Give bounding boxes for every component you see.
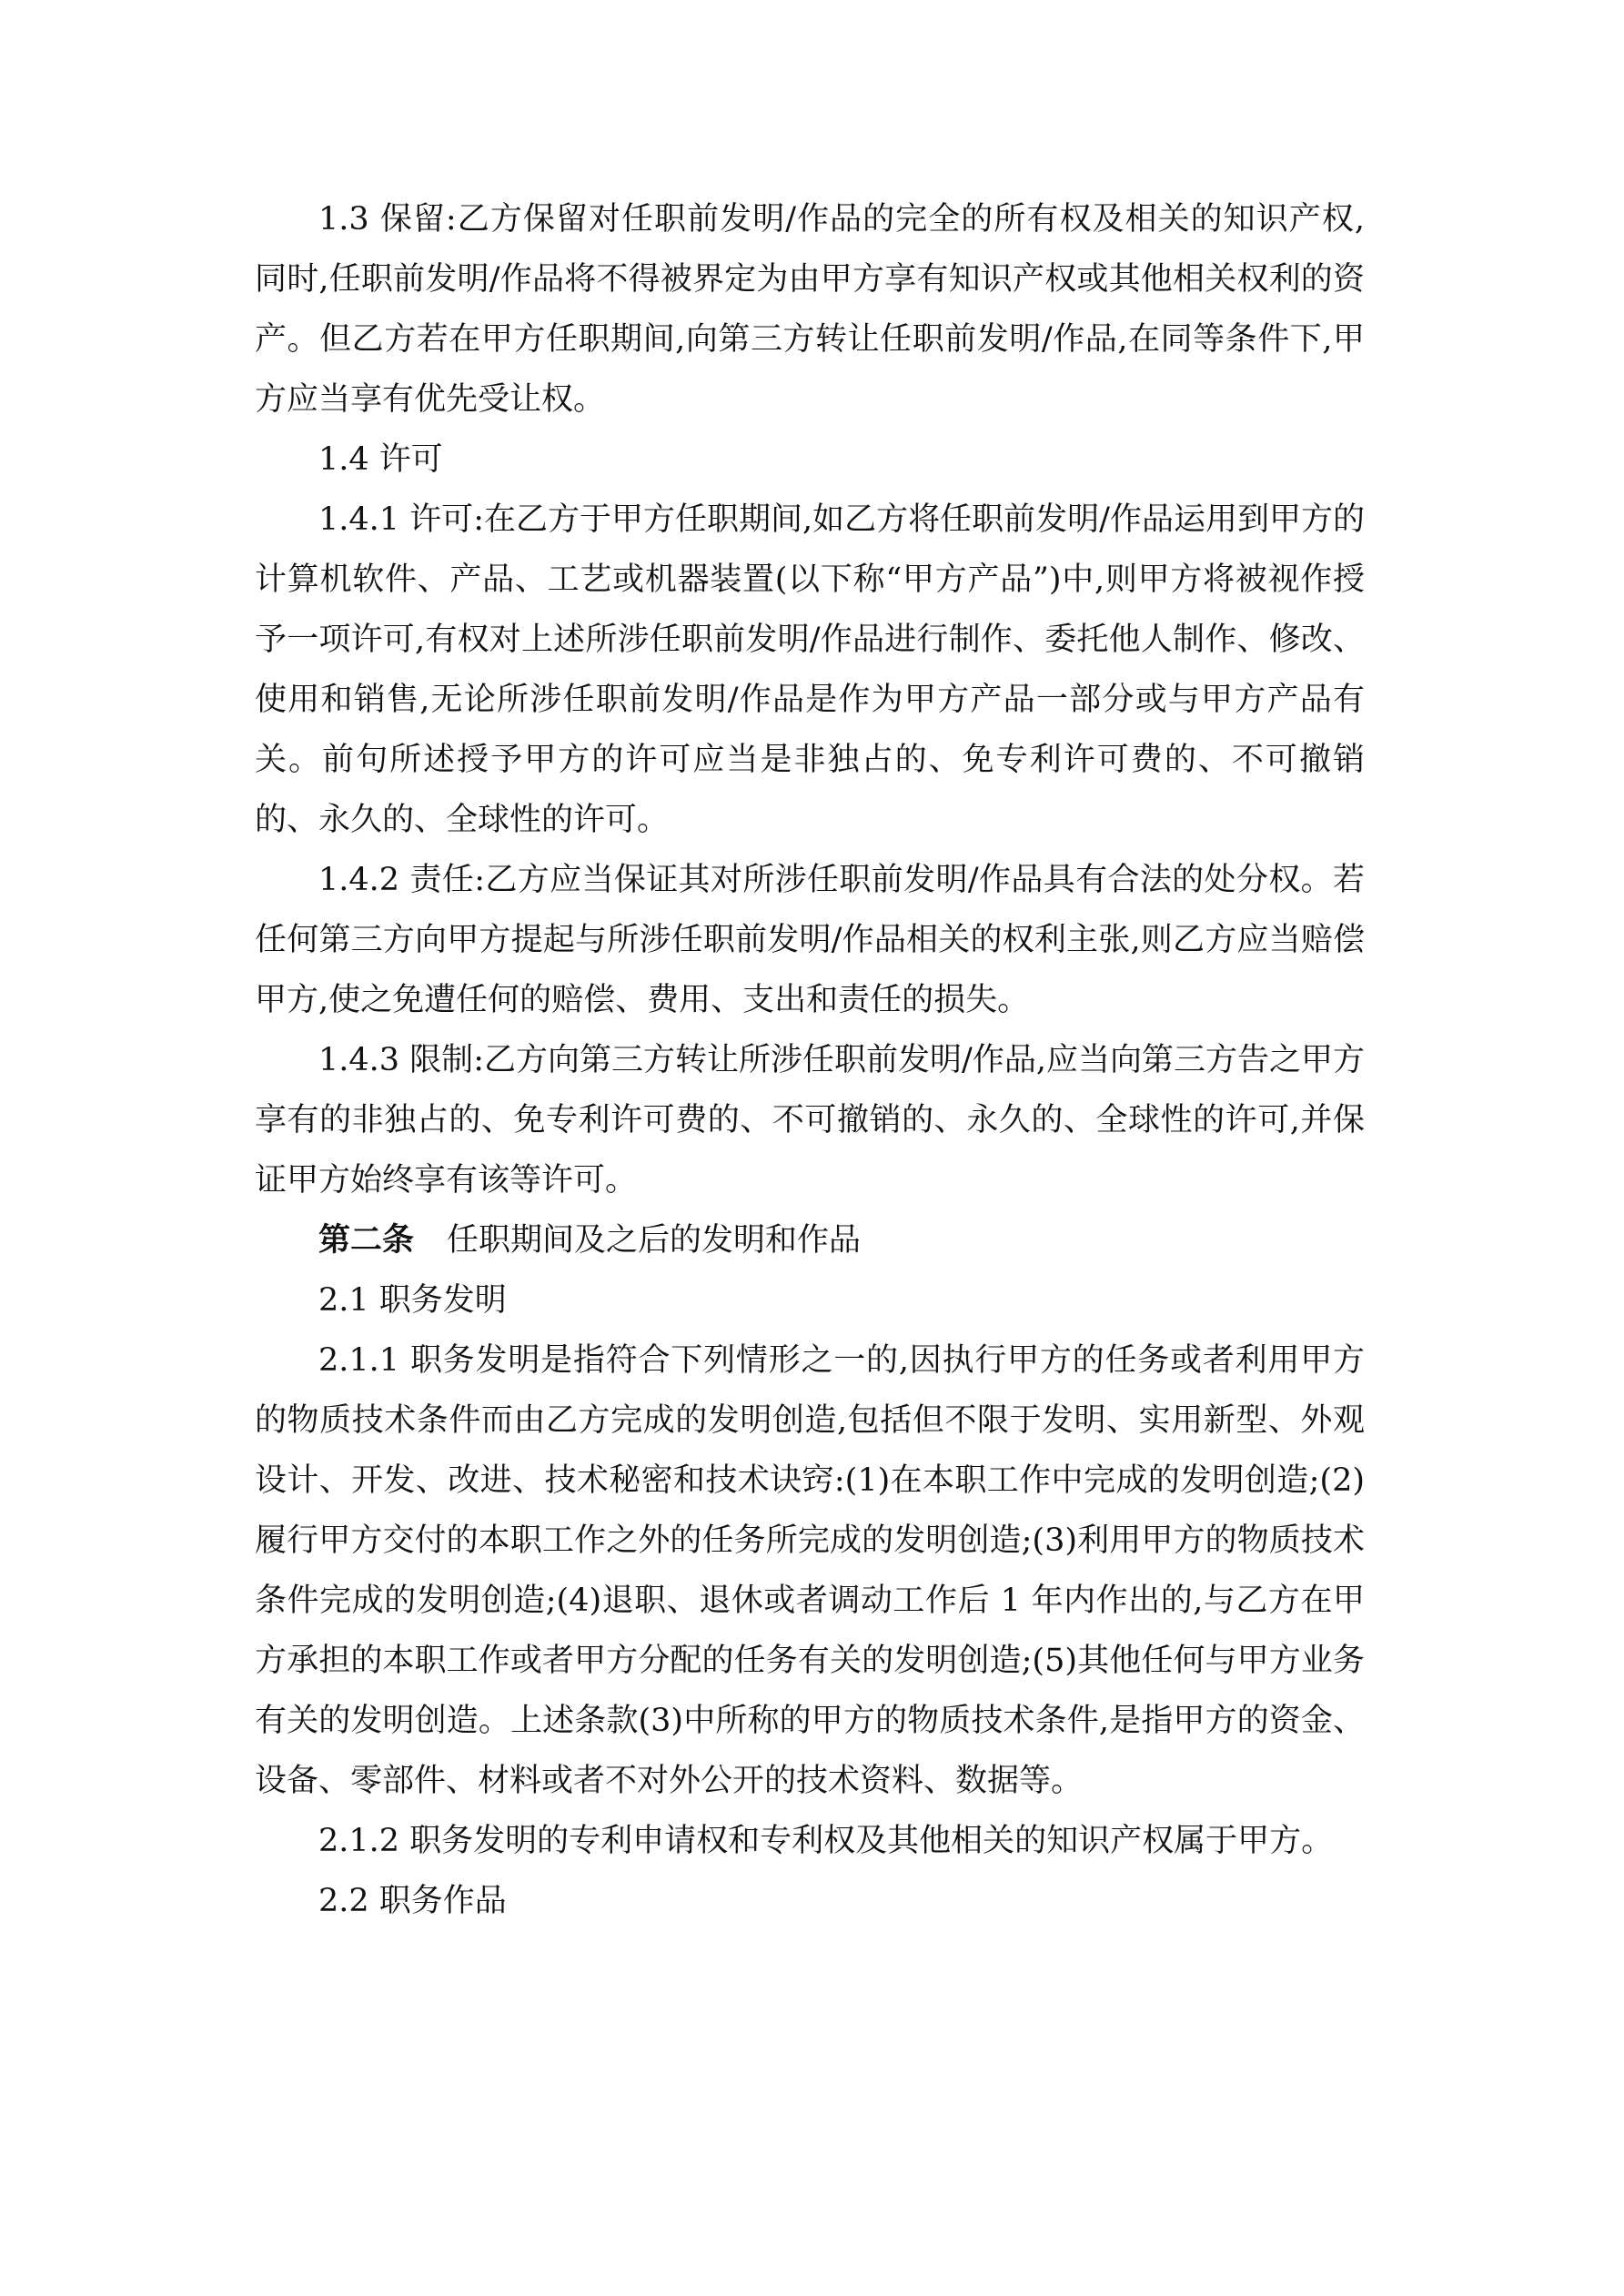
- article-two-number: 第二条: [318, 1222, 415, 1259]
- article-two-title: 任职期间及之后的发明和作品: [447, 1222, 862, 1259]
- clause-2-1-1: 2.1.1 职务发明是指符合下列情形之一的,因执行甲方的任务或者利用甲方的物质技术条件而由乙方完成的发明创造,包括但不限于发明、实用新型、外观设计、开发、改进、技术秘密和技术诀窍:(1)在本职工作中完成的发明创造;(2)履行甲方交付的本职工作之外的任务所完成的发明创造;(3)利用甲方的物质技术条件完成的发明创造;(4)退职、退休或者调动工作后 1 年内作出的,与乙方在甲方承担的本职工作或者甲方分配的任务有关的发明创造;(5)其他任何与甲方业务有关的发明创造。上述条款(3)中所称的甲方的物质技术条件,是指甲方的资金、设备、零部件、材料或者不对外公开的技术资料、数据等。: [255, 1342, 1365, 1799]
- article-two-heading: [255, 1210, 1365, 1270]
- clause-1-4-3: 1.4.3 限制:乙方向第三方转让所涉任职前发明/作品,应当向第三方告之甲方享有的非独占的、免专利许可费的、不可撤销的、永久的、全球性的许可,并保证甲方始终享有该等许可。: [255, 1042, 1365, 1199]
- clause-1-4-1: 1.4.1 许可:在乙方于甲方任职期间,如乙方将任职前发明/作品运用到甲方的计算机软件、产品、工艺或机器装置(以下称“甲方产品”)中,则甲方将被视作授予一项许可,有权对上述所涉任职前发明/作品进行制作、委托他人制作、修改、使用和销售,无论所涉任职前发明/作品是作为甲方产品一部分或与甲方产品有关。前句所述授予甲方的许可应当是非独占的、免专利许可费的、不可撤销的、永久的、全球性的许可。: [255, 501, 1365, 838]
- clause-2-1: 2.1 职务发明: [318, 1282, 507, 1319]
- clause-1-3: 1.3 保留:乙方保留对任职前发明/作品的完全的所有权及相关的知识产权,同时,任职前发明/作品将不得被界定为由甲方享有知识产权或其他相关权利的资产。但乙方若在甲方任职期间,向第三方转让任职前发明/作品,在同等条件下,甲方应当享有优先受让权。: [255, 201, 1365, 418]
- clause-2-2: 2.2 职务作品: [318, 1883, 507, 1919]
- clause-1-4: 1.4 许可: [318, 441, 443, 478]
- clause-1-4-2: 1.4.2 责任:乙方应当保证其对所涉任职前发明/作品具有合法的处分权。若任何第三方向甲方提起与所涉任职前发明/作品相关的权利主张,则乙方应当赔偿甲方,使之免遭任何的赔偿、费用、支出和责任的损失。: [255, 862, 1365, 1018]
- document-body: [255, 189, 1365, 1931]
- clause-2-1-2: 2.1.2 职务发明的专利申请权和专利权及其他相关的知识产权属于甲方。: [318, 1823, 1334, 1859]
